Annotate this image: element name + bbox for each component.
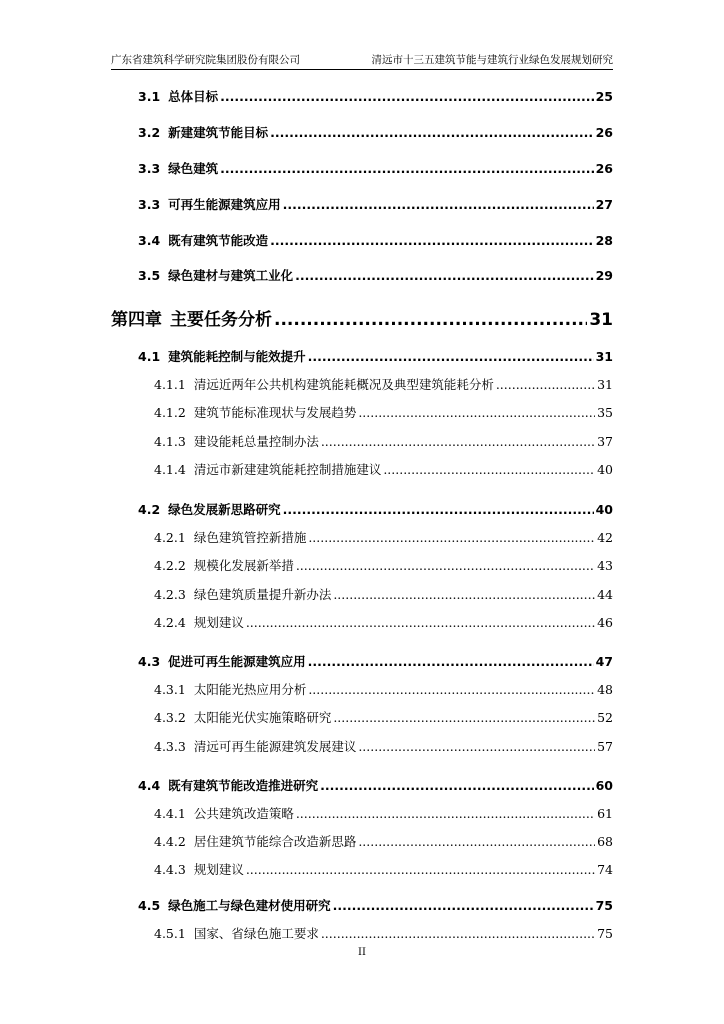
toc-entry-page: 48 bbox=[597, 682, 613, 697]
toc-entry-page: 52 bbox=[597, 710, 613, 725]
toc-entry-number: 4.1.3 bbox=[154, 434, 186, 449]
toc-leader-dots bbox=[246, 861, 595, 879]
toc-leader-dots bbox=[220, 160, 593, 178]
toc-entry-title: 新建建筑节能目标 bbox=[168, 125, 269, 140]
toc-entry-title: 清远可再生能源建筑发展建议 bbox=[193, 739, 357, 754]
toc-entry-page: 57 bbox=[597, 739, 613, 754]
toc-entry-page: 43 bbox=[597, 558, 613, 573]
toc-entry-title: 既有建筑节能改造推进研究 bbox=[168, 778, 319, 793]
toc-entry-title: 绿色建筑质量提升新办法 bbox=[193, 587, 332, 602]
toc-leader-dots bbox=[308, 348, 594, 366]
toc-entry-title: 总体目标 bbox=[168, 89, 219, 104]
header-right-text: 清远市十三五建筑节能与建筑行业绿色发展规划研究 bbox=[371, 54, 613, 66]
toc-entry-number: 4.2.3 bbox=[154, 587, 186, 602]
toc-entry-page: 42 bbox=[597, 530, 613, 545]
toc-leader-dots bbox=[321, 925, 595, 943]
toc-entry[interactable] bbox=[0, 557, 724, 575]
toc-entry[interactable] bbox=[0, 897, 724, 915]
toc-entry[interactable] bbox=[0, 308, 724, 332]
toc-entry-page: 27 bbox=[595, 197, 613, 212]
toc-entry-title: 可再生能源建筑应用 bbox=[168, 197, 281, 212]
toc-entry-title: 建筑能耗控制与能效提升 bbox=[168, 349, 306, 364]
toc-entry-number: 4.4 bbox=[138, 778, 161, 793]
toc-entry-title: 居住建筑节能综合改造新思路 bbox=[193, 834, 357, 849]
toc-entry-number: 4.5 bbox=[138, 898, 161, 913]
toc-leader-dots bbox=[274, 308, 587, 332]
toc-leader-dots bbox=[383, 461, 595, 479]
toc-entry[interactable] bbox=[0, 925, 724, 943]
toc-entry-page: 60 bbox=[595, 778, 613, 793]
toc-entry[interactable] bbox=[0, 160, 724, 178]
toc-leader-dots bbox=[333, 709, 595, 727]
toc-entry[interactable] bbox=[0, 709, 724, 727]
toc-entry[interactable] bbox=[0, 232, 724, 250]
toc-entry[interactable] bbox=[0, 681, 724, 699]
toc-entry-title: 绿色发展新思路研究 bbox=[168, 502, 281, 517]
toc-leader-dots bbox=[358, 404, 595, 422]
toc-leader-dots bbox=[296, 557, 595, 575]
toc-entry-page: 75 bbox=[595, 898, 613, 913]
toc-entry-title: 建筑节能标准现状与发展趋势 bbox=[193, 405, 357, 420]
toc-entry-title: 太阳能光伏实施策略研究 bbox=[193, 710, 332, 725]
toc-entry-title: 绿色建材与建筑工业化 bbox=[168, 268, 294, 283]
toc-entry-page: 31 bbox=[597, 377, 613, 392]
toc-leader-dots bbox=[246, 614, 595, 632]
toc-entry-page: 25 bbox=[595, 89, 613, 104]
toc-entry-number: 4.3 bbox=[138, 654, 161, 669]
toc-leader-dots bbox=[283, 196, 594, 214]
toc-entry-page: 40 bbox=[595, 502, 613, 517]
toc-entry[interactable] bbox=[0, 88, 724, 106]
toc-entry-title: 清远近两年公共机构建筑能耗概况及典型建筑能耗分析 bbox=[193, 377, 494, 392]
toc-entry-number: 4.1.2 bbox=[154, 405, 186, 420]
toc-entry-number: 4.5.1 bbox=[154, 926, 186, 941]
toc-entry[interactable] bbox=[0, 861, 724, 879]
toc-leader-dots bbox=[295, 267, 593, 285]
toc-leader-dots bbox=[358, 833, 595, 851]
toc-entry-number: 4.3.3 bbox=[154, 739, 186, 754]
toc-entry-page: 26 bbox=[595, 125, 613, 140]
toc-entry-number: 4.2.1 bbox=[154, 530, 186, 545]
toc-entry[interactable] bbox=[0, 376, 724, 394]
toc-entry-number: 4.1.1 bbox=[154, 377, 186, 392]
toc-leader-dots bbox=[333, 897, 594, 915]
toc-entry-title: 建设能耗总量控制办法 bbox=[193, 434, 319, 449]
toc-entry[interactable] bbox=[0, 404, 724, 422]
toc-entry-page: 31 bbox=[595, 349, 613, 364]
toc-entry[interactable] bbox=[0, 586, 724, 604]
toc-entry[interactable] bbox=[0, 461, 724, 479]
toc-leader-dots bbox=[270, 124, 593, 142]
toc-entry-number: 4.4.2 bbox=[154, 834, 186, 849]
toc-entry-page: 61 bbox=[597, 806, 613, 821]
toc-entry-number: 3.3 bbox=[138, 197, 161, 212]
toc-entry[interactable] bbox=[0, 529, 724, 547]
toc-entry-number: 4.3.2 bbox=[154, 710, 186, 725]
toc-entry[interactable] bbox=[0, 738, 724, 756]
toc-entry-number: 4.3.1 bbox=[154, 682, 186, 697]
toc-leader-dots bbox=[308, 529, 595, 547]
page-number-footer: II bbox=[358, 947, 366, 958]
toc-leader-dots bbox=[283, 501, 594, 519]
toc-entry-page: 46 bbox=[597, 615, 613, 630]
toc-entry-page: 68 bbox=[597, 834, 613, 849]
toc-entry-number: 3.4 bbox=[138, 233, 161, 248]
toc-entry[interactable] bbox=[0, 348, 724, 366]
toc-entry-page: 31 bbox=[589, 310, 613, 330]
toc-entry-title: 绿色建筑管控新措施 bbox=[193, 530, 307, 545]
toc-entry-title: 绿色施工与绿色建材使用研究 bbox=[168, 898, 331, 913]
toc-entry[interactable] bbox=[0, 501, 724, 519]
toc-entry[interactable] bbox=[0, 196, 724, 214]
toc-leader-dots bbox=[308, 681, 595, 699]
toc-entry-number: 第四章 bbox=[111, 310, 162, 330]
toc-leader-dots bbox=[320, 777, 593, 795]
toc-leader-dots bbox=[333, 586, 595, 604]
toc-entry-number: 4.2.4 bbox=[154, 615, 186, 630]
toc-entry-number: 4.4.1 bbox=[154, 806, 186, 821]
toc-entry-number: 3.2 bbox=[138, 125, 161, 140]
toc-leader-dots bbox=[220, 88, 593, 106]
toc-entry-title: 主要任务分析 bbox=[170, 310, 272, 330]
toc-entry-number: 3.1 bbox=[138, 89, 161, 104]
toc-entry-number: 4.1 bbox=[138, 349, 161, 364]
toc-entry-title: 既有建筑节能改造 bbox=[168, 233, 269, 248]
toc-entry-number: 4.2 bbox=[138, 502, 161, 517]
toc-entry-page: 74 bbox=[597, 862, 613, 877]
toc-entry-title: 太阳能光热应用分析 bbox=[193, 682, 307, 697]
toc-entry-page: 37 bbox=[597, 434, 613, 449]
toc-entry-number: 4.1.4 bbox=[154, 462, 186, 477]
toc-entry-number: 3.5 bbox=[138, 268, 161, 283]
toc-entry-page: 29 bbox=[595, 268, 613, 283]
toc-entry-number: 4.4.3 bbox=[154, 862, 186, 877]
toc-entry-title: 绿色建筑 bbox=[168, 161, 219, 176]
toc-entry-title: 促进可再生能源建筑应用 bbox=[168, 654, 306, 669]
toc-entry-title: 规划建议 bbox=[193, 862, 244, 877]
toc-entry[interactable] bbox=[0, 777, 724, 795]
toc-entry[interactable] bbox=[0, 805, 724, 823]
toc-entry-page: 75 bbox=[597, 926, 613, 941]
toc-entry[interactable] bbox=[0, 124, 724, 142]
toc-leader-dots bbox=[321, 433, 595, 451]
toc-entry-title: 清远市新建建筑能耗控制措施建议 bbox=[193, 462, 382, 477]
toc-entry-title: 规模化发展新举措 bbox=[193, 558, 294, 573]
toc-leader-dots bbox=[308, 653, 594, 671]
toc-entry[interactable] bbox=[0, 614, 724, 632]
header-left-text: 广东省建筑科学研究院集团股份有限公司 bbox=[111, 54, 300, 66]
toc-leader-dots bbox=[270, 232, 593, 250]
toc-entry-number: 3.3 bbox=[138, 161, 161, 176]
toc-entry-page: 44 bbox=[597, 587, 613, 602]
toc-entry-page: 35 bbox=[597, 405, 613, 420]
toc-entry-page: 28 bbox=[595, 233, 613, 248]
toc-entry[interactable] bbox=[0, 267, 724, 285]
toc-entry-title: 公共建筑改造策略 bbox=[193, 806, 294, 821]
toc-leader-dots bbox=[496, 376, 595, 394]
toc-entry[interactable] bbox=[0, 433, 724, 451]
toc-entry[interactable] bbox=[0, 833, 724, 851]
toc-entry[interactable] bbox=[0, 653, 724, 671]
toc-entry-page: 47 bbox=[595, 654, 613, 669]
toc-entry-page: 40 bbox=[597, 462, 613, 477]
toc-entry-title: 国家、省绿色施工要求 bbox=[193, 926, 319, 941]
toc-leader-dots bbox=[296, 805, 595, 823]
toc-leader-dots bbox=[358, 738, 595, 756]
toc-entry-page: 26 bbox=[595, 161, 613, 176]
toc-entry-title: 规划建议 bbox=[193, 615, 244, 630]
toc-entry-number: 4.2.2 bbox=[154, 558, 186, 573]
